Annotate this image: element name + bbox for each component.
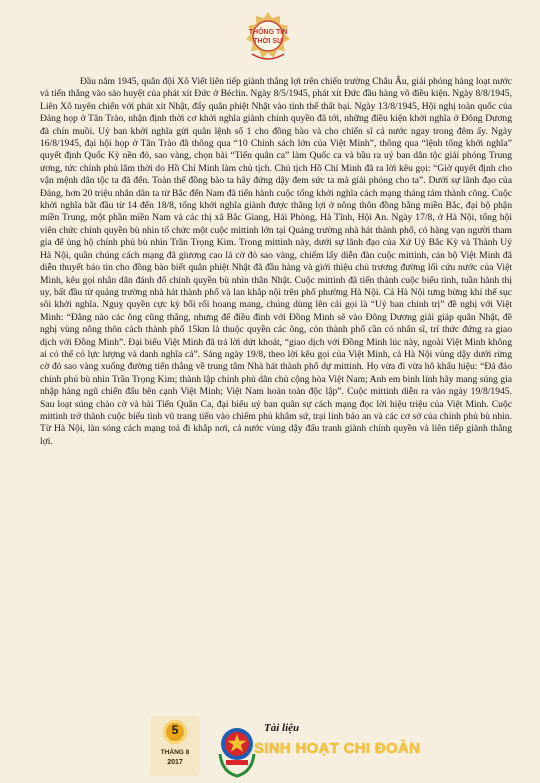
issue-month: THÁNG 8 <box>160 749 190 756</box>
section-title: SINH HOẠT CHI ĐOÀN <box>254 740 421 757</box>
page-number: 5 <box>171 723 179 737</box>
article-body: Đầu năm 1945, quân đội Xô Viết liên tiếp giành thắng lợi trên chiến trường Châu Âu, giải phóng hàng loạt nước và tiến thẳng vào sào huyệt của phát xít Đức ở Béclin. Ngày 8/5/1945, phát xít Đức đầu hàng vô điều kiện. Ngày 8/8/1945, Liên Xô tuyên chiến với phát xít Nhật, đẩy quân phiệt Nhật vào tình thế thất bại. Ngày 13/8/1945, Hội nghị toàn quốc của Đảng họp ở Tân Trào, nhận định thời cơ khởi nghĩa giành chính quyền đã tới, những điều kiện khởi nghĩa ở Đông Dương đã chín muồi. Uỷ ban khởi nghĩa gửi quân lệnh số 1 cho đồng bào và cho chiến sĩ cả nước ngay trong đêm ấy. Ngày 16/8/1945, đại hội họp ở Tân Trào đã thông qua “10 Chính sách lớn của Việt Minh”, thông qua “lệnh tổng khởi nghĩa” quyết định Quốc Kỳ nền đỏ, sao vàng, chọn bài “Tiến quân ca” làm Quốc ca và bầu ra uỷ ban dân tộc giải phóng Trung ương, tức chính phủ lâm thời do Hồ Chí Minh làm chủ tịch. Chủ tịch Hồ Chí Minh đã ra lời kêu gọi: “Giờ quyết định cho vận mệnh dân tộc ta đã đến. Toàn thể đồng bào ta hãy đứng dậy đem sức ta mà giải phóng cho ta”. Dưới sự lãnh đạo của Đảng, hơn 20 triệu nhân dân ta từ Bắc đến Nam đã tiến hành cuộc tổng khởi nghĩa cách mạng tháng tám thành công. Cuộc khởi nghĩa bắt đầu từ 14 đến 18/8, tổng khởi nghĩa giành được thắng lợi ở nông thôn đồng bằng miền Bắc, đại bộ phận miền Trung, một phần miền Nam và các thị xã Bắc Giang, Hải Phòng, Hà Tĩnh, Hội An. Ngày 17/8, ở Hà Nội, tổng hội viên chức chính quyền bù nhìn tổ chức một cuộc mittinh lớn tại Quảng trường nhà hát thành phố, có hàng vạn người tham gia để ủng hộ chính phủ bù nhìn Trần Trọng Kim. Trong mittinh này, dưới sự lãnh đạo của Xứ Uỷ Bắc Kỳ và Thành Uỷ Hà Nội, quần chúng cách mạng đã giương cao lá cờ đỏ sao vàng, chiếm lấy diễn đàn cuộc mittinh, cán bộ Việt Minh đã diễn thuyết báo tin cho đồng bào biết quân phiệt Nhật đã đầu hàng và giới thiệu chủ trương đường lối cứu nước của Việt Minh, kêu gọi nhân dân đánh đổ chính quyền bù nhìn thân Nhật. Cuộc mittinh đã tiến thành cuộc biểu tình, tuần hành thị uy, bất đầu từ quảng trường nhà hát thành phố và lan khắp nội trên phố phường Hà Nội. Cả Hà Nội tưng bừng khí thế sục sôi khởi nghĩa. Nguỵ quyền cực kỳ bối rối hoang mang, chúng dùng lên cái gọi là “Uỷ ban chính trị” đề nghị với Việt Minh: “Đằng nào các ông cũng thắng, nhưng để điều đình với Đồng Minh sẽ vào Đông Dương giải giáp quân Nhật, đề nghị vùng nông thôn cách thành phố 15km là thuộc quyền các ông, còn thành phố cần có nhân sĩ, trí thức đứng ra giao dịch với Đồng Minh”. Đại biểu Việt Minh đã trả lời dứt khoát, “giao dịch với Đồng Minh lúc này, ngoài Việt Minh không ai có thể có lực lượng và danh nghĩa cả”. Sáng ngày 19/8, theo lời kêu gọi của Việt Minh, cả Hà Nội vùng dậy dưới rừng cờ đỏ sao vàng xuống đường tiến thẳng về trung tâm Nhà hát thành phố dự mittinh. Họ vừa đi vừa hô khẩu hiệu: “Đả đảo chính phủ bù nhìn Trần Trọng Kim; thành lập chính phủ dân chủ cộng hòa Việt Nam; Anh em binh lính hãy mang súng gia nhập hàng ngũ chiến đấu bên cạnh Việt Minh; Việt Nam hoàn toàn độc lập”. Cuộc mittinh diễn ra vào ngày 19/8/1945. Sau loạt súng chào cờ và bài Tiến Quân Ca, đại biểu uỷ ban quân sự cách mạng đọc lời hiệu triệu của Việt Minh. Cuộc mittinh trở thành cuộc biểu tình vũ trang tiến vào chiếm phủ khâm sứ, trại lính bảo an và các cơ sở của chính phủ bù nhìn. Từ Hà Nội, làn sóng cách mạng toả đi khắp nơi, cả nước vùng dậy đấu tranh giành chính quyền và liên tiếp giành thắng lợi. <box>40 76 512 447</box>
youth-union-emblem-icon <box>216 714 258 778</box>
header-logo <box>236 8 300 66</box>
logo-line-2: THỜI SỰ <box>253 38 283 45</box>
page-badge <box>150 716 200 776</box>
news-emblem-icon <box>236 8 300 66</box>
issue-year: 2017 <box>167 759 183 766</box>
logo-line-1: THÔNG TIN <box>248 29 288 36</box>
section-label: Tài liệu <box>264 722 300 734</box>
page-footer <box>0 712 540 780</box>
